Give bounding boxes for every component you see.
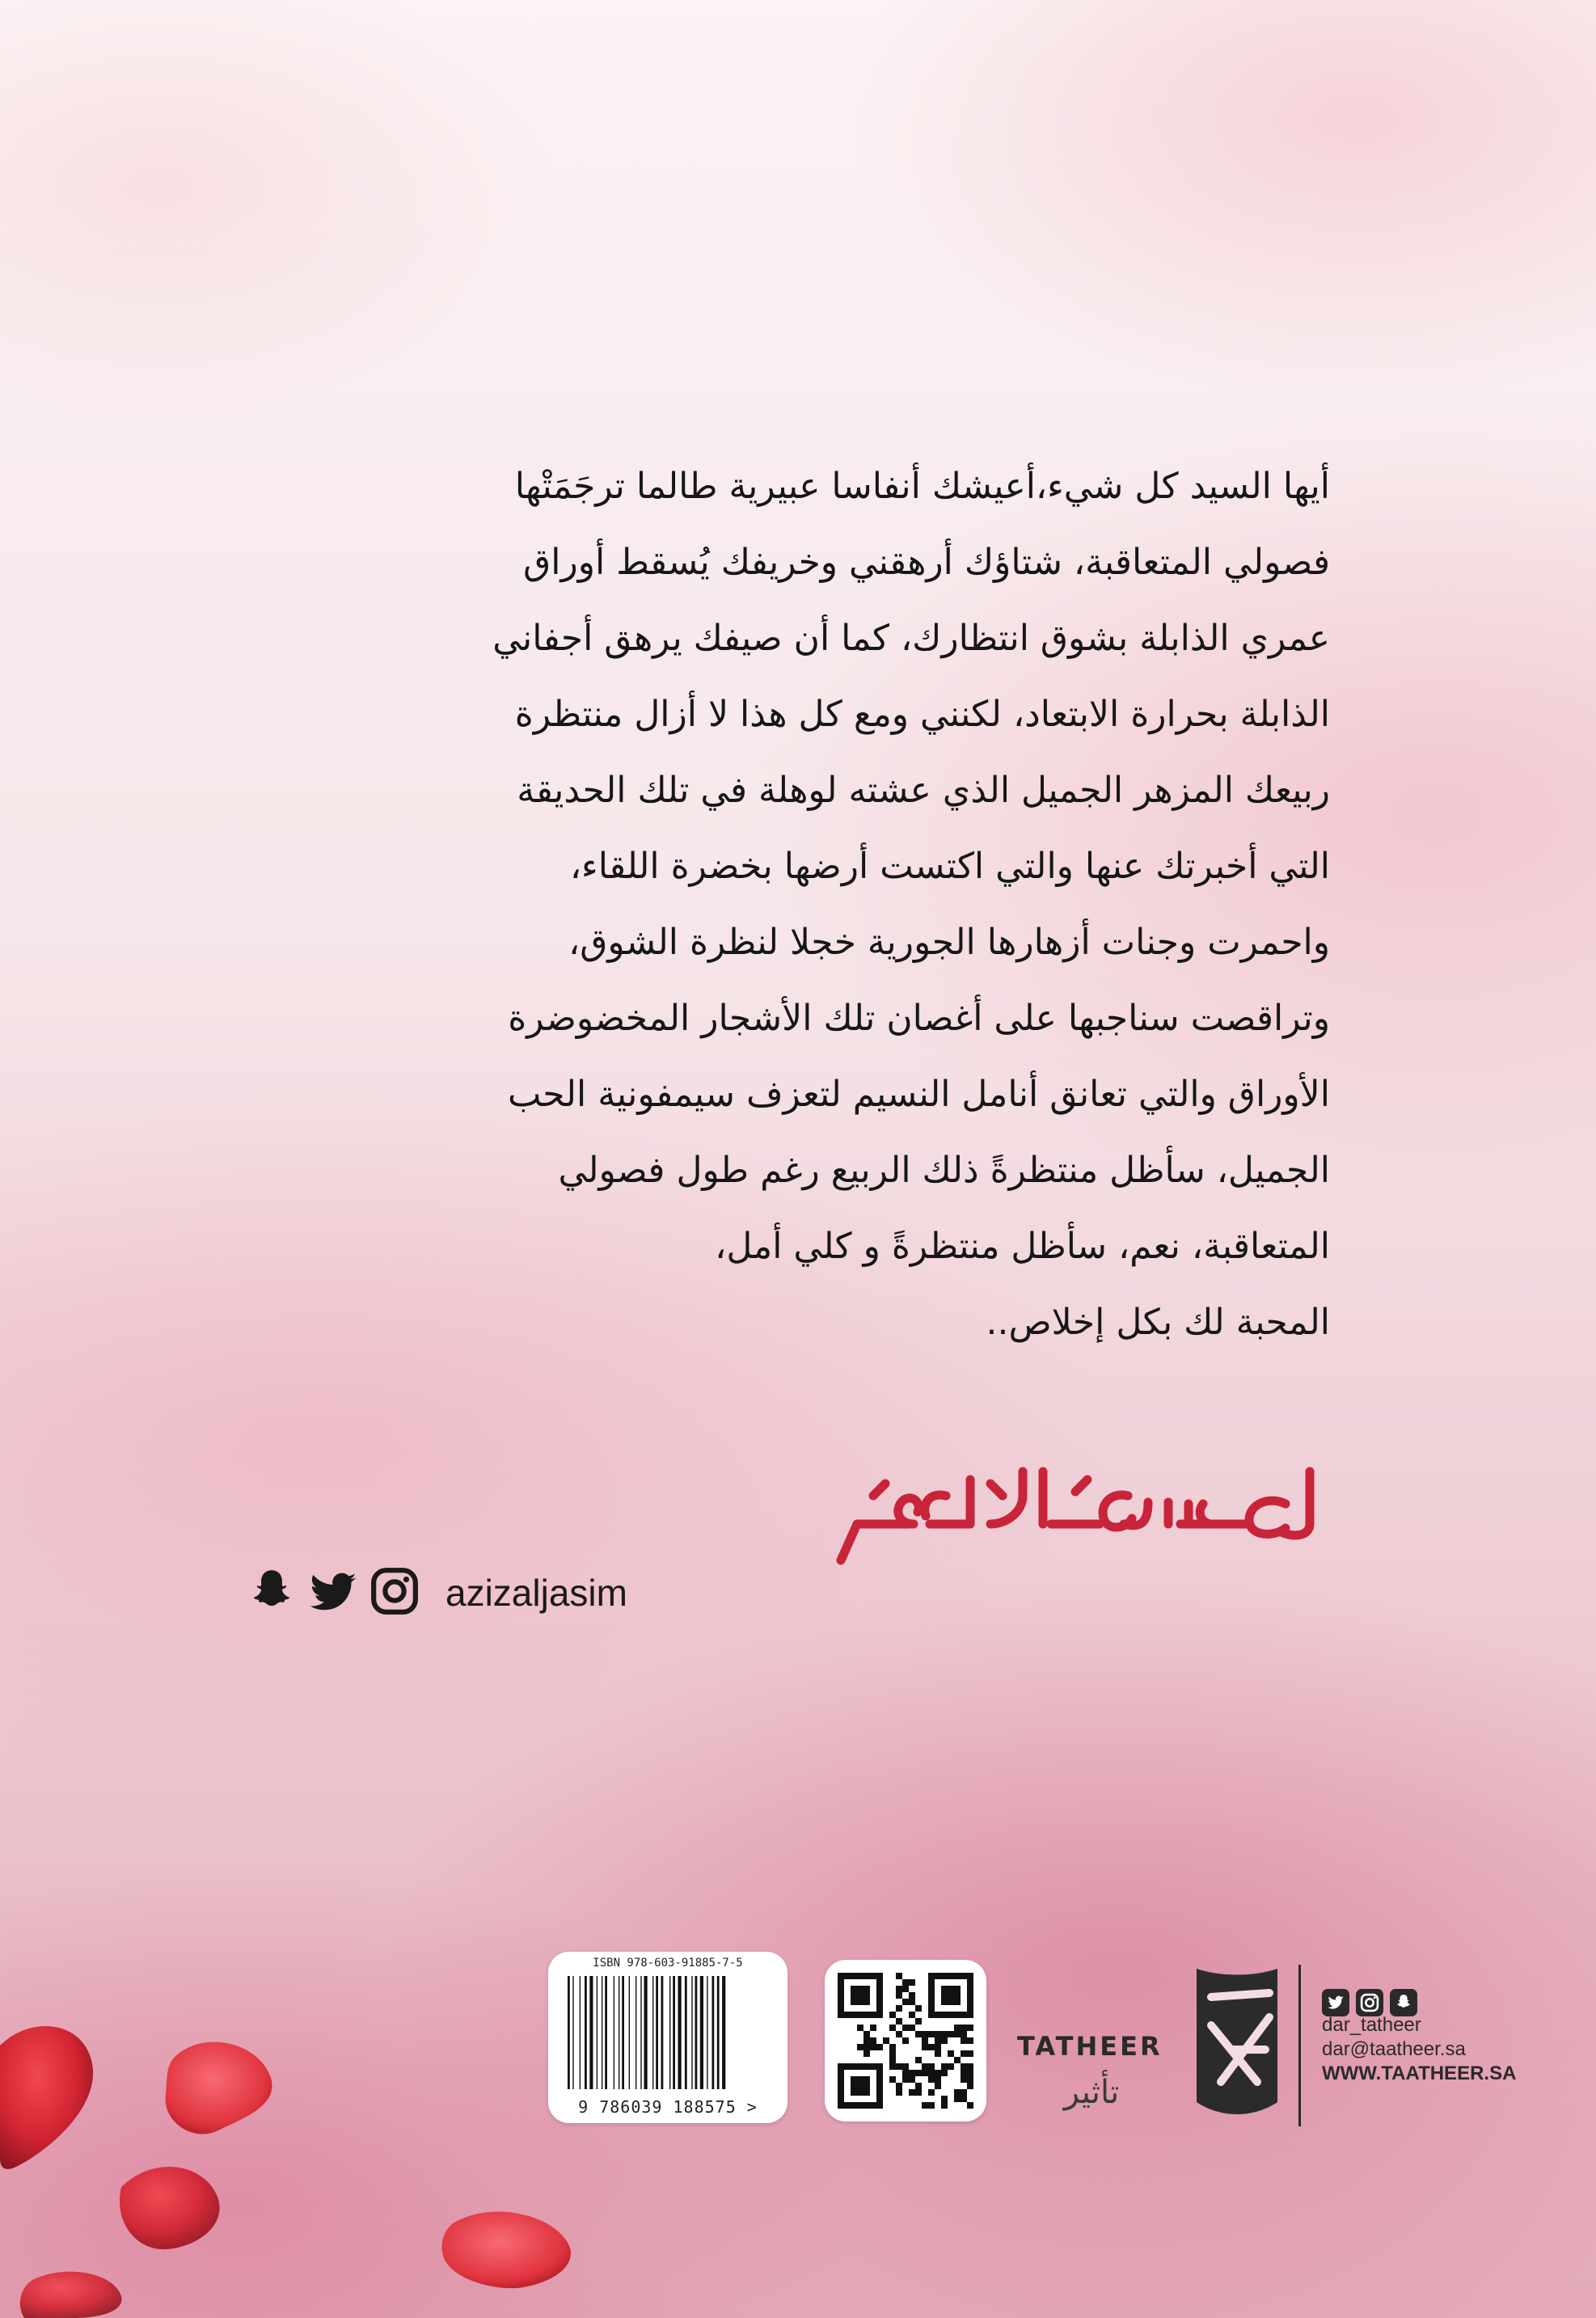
author-social [247, 1564, 627, 1621]
qr-module [889, 2044, 896, 2050]
qr-module [948, 2050, 954, 2057]
qr-module [954, 2025, 961, 2031]
barcode-bar [635, 1976, 636, 2089]
qr-module [896, 2018, 902, 2025]
qr-module [896, 1986, 902, 1992]
qr-module [902, 1979, 909, 1986]
qr-module [915, 2018, 922, 2025]
qr-module [902, 2037, 909, 2044]
rose-petals-decoration [0, 1957, 582, 2318]
qr-module [889, 2012, 896, 2018]
snapchat-icon[interactable] [247, 1566, 297, 1619]
qr-module [902, 1999, 909, 2005]
qr-module [902, 1986, 909, 1992]
qr-module [948, 2031, 954, 2037]
text-line: أيها السيد كل شيء،أعيشك أنفاسا عبيرية طالما ترجَمَتْها [514, 466, 1330, 507]
qr-module [915, 2083, 922, 2089]
qr-module [902, 2076, 909, 2083]
qr-code[interactable] [825, 1960, 986, 2122]
qr-module [896, 2063, 902, 2070]
qr-module [961, 2031, 967, 2037]
qr-module [961, 2089, 967, 2096]
twitter-icon[interactable] [306, 1566, 360, 1619]
barcode-bar [691, 1976, 692, 2089]
isbn-digits: 9 786039 188575 > [578, 2097, 758, 2117]
barcode-bar [629, 1976, 630, 2089]
barcode-bar [622, 1976, 624, 2089]
instagram-icon[interactable] [369, 1566, 420, 1619]
text-line: المتعاقبة، نعم، سأظل منتظرةً و كلي أمل، [715, 1226, 1330, 1267]
qr-module [922, 2070, 928, 2076]
qr-module [941, 2063, 948, 2070]
barcode-bar [644, 1976, 648, 2089]
qr-module [922, 2037, 928, 2044]
qr-module [941, 2070, 948, 2076]
qr-module [876, 2044, 883, 2050]
barcode-bar [656, 1976, 658, 2089]
text-line: التي أخبرتك عنها والتي اكتست أرضها بخضرة اللقاء، [569, 846, 1330, 887]
barcode-bar [640, 1976, 641, 2089]
qr-module [928, 2076, 935, 2083]
qr-module [889, 2025, 896, 2031]
qr-module [954, 2096, 961, 2102]
qr-module [935, 2031, 941, 2037]
qr-module [922, 2031, 928, 2037]
qr-module [967, 2025, 973, 2031]
petal [166, 2042, 272, 2134]
text-line: الذابلة بحرارة الابتعاد، لكنني ومع كل هذا لا أزال منتظرة [514, 694, 1330, 735]
qr-module [941, 2102, 948, 2109]
author-signature [809, 1447, 1326, 1569]
qr-module [935, 2037, 941, 2044]
qr-module [941, 2037, 948, 2044]
barcode-bar [673, 1976, 675, 2089]
qr-module [928, 2063, 935, 2070]
text-line: عمري الذابلة بشوق انتظارك، كما أن صيفك يرهق أجفاني [492, 618, 1330, 659]
qr-module [954, 2089, 961, 2096]
qr-module [870, 2037, 876, 2044]
barcode-bar [585, 1976, 587, 2089]
qr-module [935, 2050, 941, 2057]
barcode-bar [712, 1976, 715, 2089]
barcode-bar [661, 1976, 664, 2089]
qr-module [909, 1999, 915, 2005]
petal [0, 2026, 93, 2169]
qr-module [922, 2102, 928, 2109]
qr-module [915, 2005, 922, 2012]
qr-module [967, 2070, 973, 2076]
qr-module [870, 2044, 876, 2050]
text-line: الجميل، سأظل منتظرةً ذلك الربيع رغم طول فصولي [558, 1150, 1330, 1191]
publisher-name-arabic: تأثير [1063, 2074, 1120, 2111]
qr-module [967, 2102, 973, 2109]
qr-finder [851, 2076, 870, 2096]
qr-module [896, 1992, 902, 1999]
qr-module [863, 2044, 870, 2050]
isbn-label: ISBN 978-603-91885-7-5 [593, 1957, 743, 1970]
qr-module [928, 2070, 935, 2076]
qr-module [909, 2076, 915, 2083]
qr-finder [851, 1986, 870, 2005]
qr-module [941, 2031, 948, 2037]
qr-module [889, 2063, 896, 2070]
qr-module [935, 2044, 941, 2050]
barcode-bar [568, 1976, 570, 2089]
qr-module [935, 2070, 941, 2076]
text-line: المحبة لك بكل إخلاص.. [986, 1302, 1330, 1343]
publisher-divider [1298, 1965, 1301, 2126]
qr-module [857, 2025, 863, 2031]
publisher-logo [1189, 1961, 1286, 2122]
qr-module [909, 2012, 915, 2018]
qr-module [902, 2025, 909, 2031]
qr-module [896, 1973, 902, 1979]
qr-module [896, 2005, 902, 2012]
qr-module [935, 2076, 941, 2083]
barcode-bar [580, 1976, 581, 2089]
qr-module [967, 2083, 973, 2089]
qr-module [935, 2083, 941, 2089]
qr-module [889, 2076, 896, 2083]
qr-module [961, 2025, 967, 2031]
petal [120, 2167, 220, 2249]
barcode-bar [700, 1976, 703, 2089]
back-cover-text [243, 449, 1330, 1361]
qr-module [915, 2031, 922, 2037]
qr-module [909, 2025, 915, 2031]
publisher-name-latin: TATHEER [1017, 2031, 1163, 2062]
qr-module [967, 2050, 973, 2057]
qr-module [889, 2050, 896, 2057]
text-line: واحمرت وجنات أزهارها الجورية خجلا لنظرة الشوق، [568, 922, 1330, 963]
text-line: الأوراق والتي تعانق أنامل النسيم لتعزف سيمفونية الحب [508, 1074, 1330, 1115]
text-line: ربيعك المزهر الجميل الذي عشته لوهلة في تلك الحديقة [517, 770, 1330, 811]
barcode-bar [685, 1976, 687, 2089]
qr-module [922, 2063, 928, 2070]
qr-module [928, 2044, 935, 2050]
barcode-bar [717, 1976, 720, 2089]
qr-module [896, 2083, 902, 2089]
barcode-bar [589, 1976, 593, 2089]
qr-module [889, 2057, 896, 2063]
qr-module [928, 2089, 935, 2096]
qr-module [961, 2070, 967, 2076]
publisher-email[interactable]: dar@taatheer.sa [1322, 2038, 1466, 2060]
qr-module [909, 2089, 915, 2096]
barcode-bar [572, 1976, 573, 2089]
barcode-bar [695, 1976, 698, 2089]
text-line: وتراقصت سناجبها على أغصان تلك الأشجار المخضوضرة [508, 998, 1330, 1039]
barcode-bar [669, 1976, 670, 2089]
petal [442, 2212, 571, 2289]
publisher-block [1011, 1957, 1517, 2134]
qr-module [954, 2031, 961, 2037]
qr-module [896, 2089, 902, 2096]
barcode-bar [678, 1976, 682, 2089]
qr-module [928, 2031, 935, 2037]
qr-module [909, 1992, 915, 1999]
petal [20, 2272, 122, 2318]
qr-module [902, 2070, 909, 2076]
qr-module [857, 2044, 863, 2050]
qr-module [954, 2057, 961, 2063]
qr-module [915, 2057, 922, 2063]
qr-module [883, 2037, 889, 2044]
qr-module [961, 2096, 967, 2102]
qr-module [870, 2025, 876, 2031]
qr-finder [941, 1986, 961, 2005]
qr-module [896, 2031, 902, 2037]
publisher-contact [1322, 2013, 1516, 2086]
qr-module [948, 2063, 954, 2070]
qr-module [961, 2076, 967, 2083]
qr-module [863, 2050, 870, 2057]
publisher-handle[interactable]: dar_tatheer [1322, 2014, 1421, 2036]
qr-module [863, 2031, 870, 2037]
barcode-bar [652, 1976, 653, 2089]
qr-module [967, 2076, 973, 2083]
qr-module [863, 2037, 870, 2044]
qr-module [909, 1979, 915, 1986]
qr-module [902, 2063, 909, 2070]
isbn-barcode [548, 1952, 787, 2123]
author-handle[interactable]: azizaljasim [445, 1572, 627, 1614]
barcode-graphic [564, 1976, 771, 2089]
qr-code-graphic [838, 1973, 973, 2109]
qr-module [941, 2096, 948, 2102]
qr-module [967, 2037, 973, 2044]
qr-module [928, 2102, 935, 2109]
qr-module [967, 2063, 973, 2070]
qr-module [961, 2063, 967, 2070]
qr-module [961, 2037, 967, 2044]
barcode-bar [605, 1976, 607, 2089]
barcode-bar [722, 1976, 725, 2089]
qr-module [961, 2050, 967, 2057]
qr-module [909, 2070, 915, 2076]
publisher-website[interactable]: WWW.TAATHEER.SA [1322, 2063, 1517, 2084]
qr-module [915, 2089, 922, 2096]
qr-module [915, 2070, 922, 2076]
text-line: فصولي المتعاقبة، شتاؤك أرهقني وخريفك يُسقط أوراق [523, 542, 1330, 583]
qr-module [922, 2044, 928, 2050]
